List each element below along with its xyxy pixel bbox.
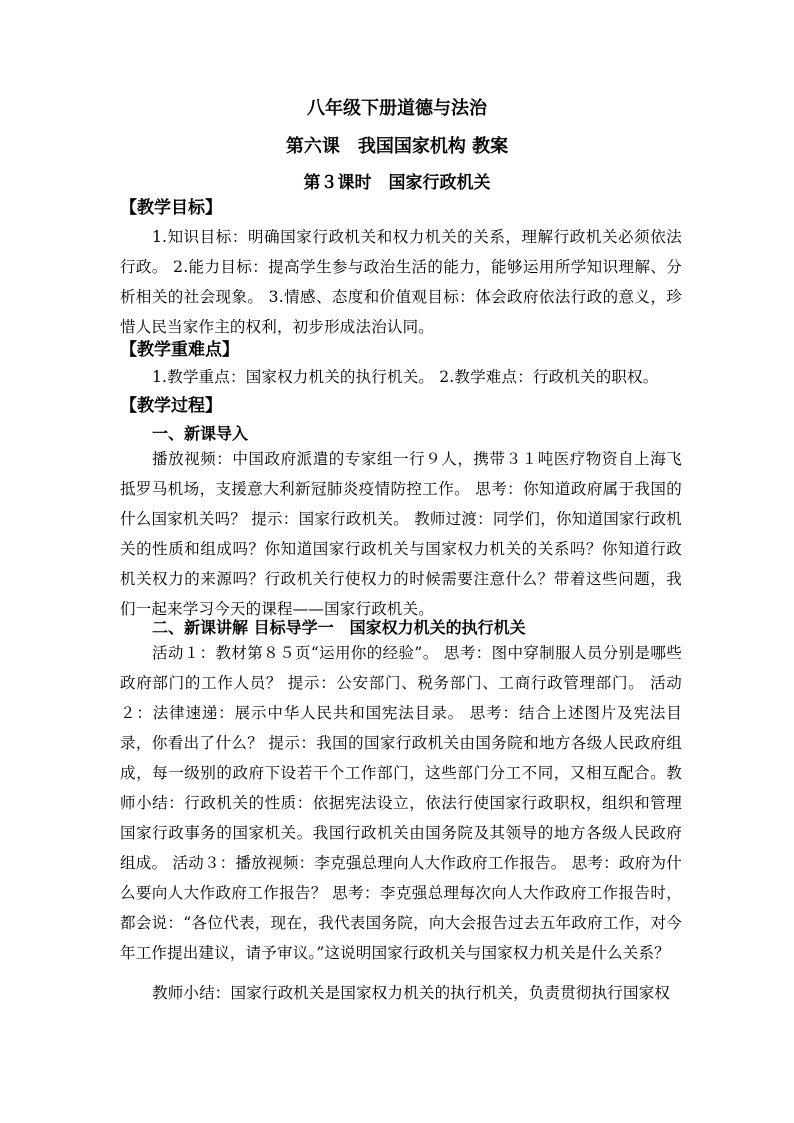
intro-heading: 一、新课导入: [152, 424, 249, 443]
lesson-title: 第六课 我国国家机构 教案: [285, 136, 509, 157]
objectives-heading: 【教学目标】: [120, 198, 222, 218]
process-heading: 【教学过程】: [120, 396, 222, 416]
keypoints-heading: 【教学重难点】: [120, 340, 239, 360]
summary-paragraph: 教师小结：国家行政机关是国家权力机关的执行机关，负责贯彻执行国家权: [152, 984, 671, 1002]
objectives-paragraph: 1.知识目标：明确国家行政机关和权力机关的关系，理解行政机关必须依法行政。 2.能力目标：提高学生参与政治生活的能力，能够运用所学知识理解、分析相关的社会现象。 3.情感、态度和价值观目标：体会政府依法行政的意义，珍惜人民当家作主的权利，初步形成法治认同。: [120, 228, 682, 336]
lecture-paragraph: 活动１：教材第８５页“运用你的经验”。 思考：图中穿制服人员分别是哪些政府部门的工作人员？ 提示：公安部门、税务部门、工商行政管理部门。 活动２：法律速递：展示中华人民共和国宪法目录。 思考：结合上述图片及宪法目录，你看出了什么？ 提示：我国的国家行政机关由国务院和地方各级人民政府组成，每一级别的政府下设若干个工作部门，这些部门分工不同，又相互配合。教师小结：行政机关的性质：依据宪法设立，依法行使国家行政职权，组织和管理国家行政事务的国家机关。我国行政机关由国务院及其领导的地方各级人民政府组成。 活动３：播放视频：李克强总理向人大作政府工作报告。 思考：政府为什么要向人大作政府工作报告？ 思考：李克强总理每次向人大作政府工作报告时，都会说：“各位代表，现在，我代表国务院，向大会报告过去五年政府工作，对今年工作提出建议，请予审议。”这说明国家行政机关与国家权力机关是什么关系？: [120, 644, 682, 962]
keypoints-paragraph: 1.教学重点：国家权力机关的执行机关。 2.教学难点：行政机关的职权。: [152, 368, 659, 386]
document-title: 八年级下册道德与法治: [307, 98, 487, 119]
lecture-heading: 二、新课讲解 目标导学一 国家权力机关的执行机关: [152, 618, 526, 637]
intro-paragraph: 播放视频：中国政府派遣的专家组一行９人，携带３１吨医疗物资自上海飞抵罗马机场，支援意大利新冠肺炎疫情防控工作。 思考：你知道政府属于我国的什么国家机关吗？ 提示：国家行政机关。 教师过渡：同学们，你知道国家行政机关的性质和组成吗？你知道国家行政机关与国家权力机关的关系吗？你知道行政机关权力的来源吗？行政机关行使权力的时候需要注意什么？带着这些问题，我们一起来学习今天的课程——国家行政机关。: [120, 450, 682, 618]
period-title: 第３课时 国家行政机关: [303, 173, 491, 193]
